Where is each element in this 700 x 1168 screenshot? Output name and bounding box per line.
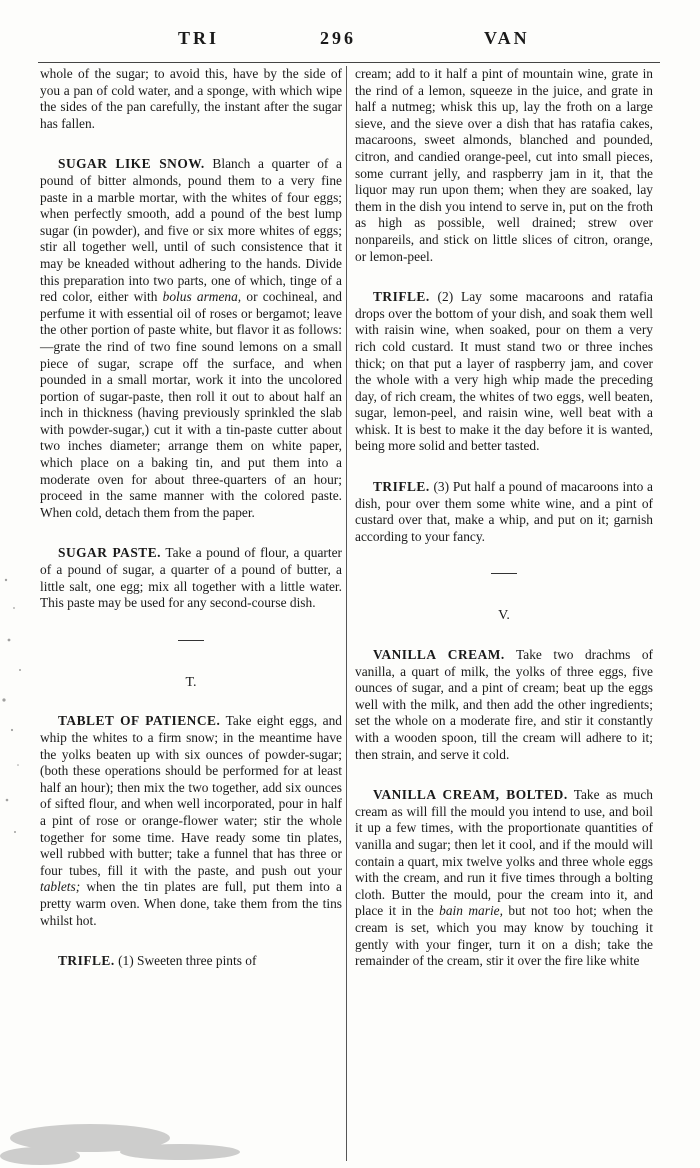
entry-text: Take eight eggs, and whip the whites to a firm snow; in the meantime have the yolks beaten up with six ounces of powder-sugar; (both these operations should be performed for at least half an hour); then mix the two together, add six ounces of sifted flour, and when well incorporated, pour in half a pint of rose or orange-flower water; stir the whole together for some time. Have ready some tin plates, well rubbed with butter; take a funnel that has three or four tubes, fill it with the paste, and push out your: [40, 713, 342, 878]
entry-trifle-3: [355, 479, 653, 545]
entry-text: Lay some macaroons and ratafia drops over the bottom of your dish, and soak them well with raisin wine, when soaked, pour on them a very rich cold custard. It must stand two or three inches thick; on that put a layer of raspberry jam, and cover the whole with a very high whip made the preceding day, of rich cream, the whites of two eggs, well beaten, sugar, lemon-peel, and raisin wine, well beat with a whisk. It is best to make it the day before it is wanted, being more solid and better tasted.: [355, 289, 653, 454]
entry-vanilla-cream: [355, 647, 653, 763]
entry-text: Take as much cream as will fill the mould you intend to use, and boil it up a few times, with the proportionate quantities of vanilla and sugar; then let it cool, and if the mould will contain a quart, mix twelve yolks and three whole eggs with the cream, and run it five times through a bolting cloth. Butter the mould, pour the cream into it, and place it in the: [355, 787, 653, 919]
page-number: 296: [320, 28, 356, 48]
entry-heading: TRIFLE.: [373, 289, 430, 305]
entry-text: Put half a pound of macaroons into a dish, pour over them some white wine, and a pint of custard over that, make a whip, and put on it; garnish according to your fancy.: [355, 479, 654, 544]
entry-text: Blanch a quarter of a pound of bitter almonds, pound them to a very fine paste in a marble mortar, with the whites of four eggs; when perfectly smooth, add a pound of the best lump sugar (in powder), and five or six more whites of eggs; stir all together well, until of such consistence that it may be kneaded without adhering to the hands. Divide this preparation into two parts, one of which, tinge of a red color, either with: [40, 156, 342, 305]
entry-sugar-paste: [40, 545, 342, 611]
header-rule: [38, 62, 660, 63]
entry-text: or cochineal, and perfume it with essential oil of roses or bergamot; leave the other portion of paste white, but flavor it as follows:—grate the rind of two fine sound lemons on a small piece of sugar, scrape off the surface, and when pounded in a small mortar, work it into the uncolored portion of sugar-paste, then roll it out to about half an inch in thickness (having previously sprinkled the slab with powder-sugar,) cut it with a tin-paste cutter about two inches diameter; arrange them on white paper, which place on a baking tin, and put them into a moderate oven for about three-quarters of an hour; proceed in the same manner with the colored paste. When cold, detach them from the paper.: [40, 289, 342, 520]
section-rule: [178, 640, 204, 641]
entry-text: Sweeten three pints of: [137, 953, 257, 969]
continued-paragraph: [355, 66, 653, 265]
continued-text: whole of the sugar; to avoid this, have by the side of you a pan of cold water, and a sponge, with which wipe the sides of the pan carefully, the instant after the sugar has fallen.: [40, 66, 342, 131]
entry-italic-term: bolus armena,: [162, 289, 242, 305]
entry-heading: VANILLA CREAM, BOLTED.: [373, 787, 568, 803]
scan-edge-noise: [0, 560, 40, 860]
entry-number: (2): [437, 289, 454, 305]
entry-heading: SUGAR PASTE.: [58, 545, 161, 561]
entry-heading: SUGAR LIKE SNOW.: [58, 156, 205, 172]
entry-text: Take a pound of flour, a quarter of a pound of sugar, a quarter of a pound of butter, a little salt, one egg; mix all together with a little water. This paste may be used for any second-course dish.: [40, 545, 342, 611]
header-left-guide-word: TRI: [178, 28, 220, 48]
section-letter-v: V.: [498, 608, 510, 624]
section-rule: [491, 573, 517, 574]
running-header: [0, 28, 700, 52]
right-column: [355, 66, 653, 970]
entry-heading: VANILLA CREAM.: [373, 647, 505, 663]
entry-number: (3): [433, 479, 450, 495]
entry-italic-term: bain marie,: [439, 903, 503, 919]
header-right-guide-word: VAN: [484, 28, 530, 48]
continued-paragraph: [40, 66, 342, 132]
continued-text: cream; add to it half a pint of mountain wine, grate in the rind of a lemon, squeeze in the juice, and grate in half a nutmeg; whisk this up, lay the froth on a large sieve, and the sieve over a dish that has ratafia cakes, macaroons, sweet almonds, blanched and pounded, citron, and candied orange-peel, cut into small pieces, some currant jelly, and raspberry jam in it, that the liquor may run upon them; when they are soaked, lay them in the dish you intend to serve in, put on the froth as high as possible, well drained; strew over nonpareils, and stick on little slices of citron, orange, or lemon-peel.: [355, 66, 653, 264]
entry-trifle-2: [355, 289, 653, 455]
entry-heading: TRIFLE.: [58, 953, 115, 969]
entry-text: but not too hot; when the cream is set, which you may know by touching it gently with your finger, turn it on a dish; take the remainder of the cream, stir it over the fire like white: [355, 903, 653, 969]
scan-bottom-smudge: [0, 1088, 700, 1168]
entry-number: (1): [118, 953, 134, 969]
entry-text: when the tin plates are full, put them into a pretty warm oven. When done, take them from the tins whilst hot.: [40, 879, 342, 928]
entry-text: Take two drachms of vanilla, a quart of milk, the yolks of three eggs, five ounces of sugar, and a pint of cream; beat up the eggs well with the milk, and then add the other ingredients; set the whole on a moderate fire, and stir it constantly with a wooden spoon, till the cream will adhere to it; then strain, and serve it cold.: [355, 647, 653, 762]
entry-sugar-like-snow: [40, 156, 342, 521]
left-column: [40, 66, 342, 970]
section-letter-t: T.: [185, 674, 197, 690]
entry-heading: TRIFLE.: [373, 479, 430, 495]
entry-italic-term: tablets;: [40, 879, 81, 895]
entry-heading: TABLET OF PATIENCE.: [58, 713, 221, 729]
entry-trifle-1: [40, 953, 342, 970]
column-divider: [346, 66, 347, 1161]
entry-tablet-of-patience: [40, 713, 342, 929]
entry-vanilla-cream-bolted: [355, 787, 653, 970]
